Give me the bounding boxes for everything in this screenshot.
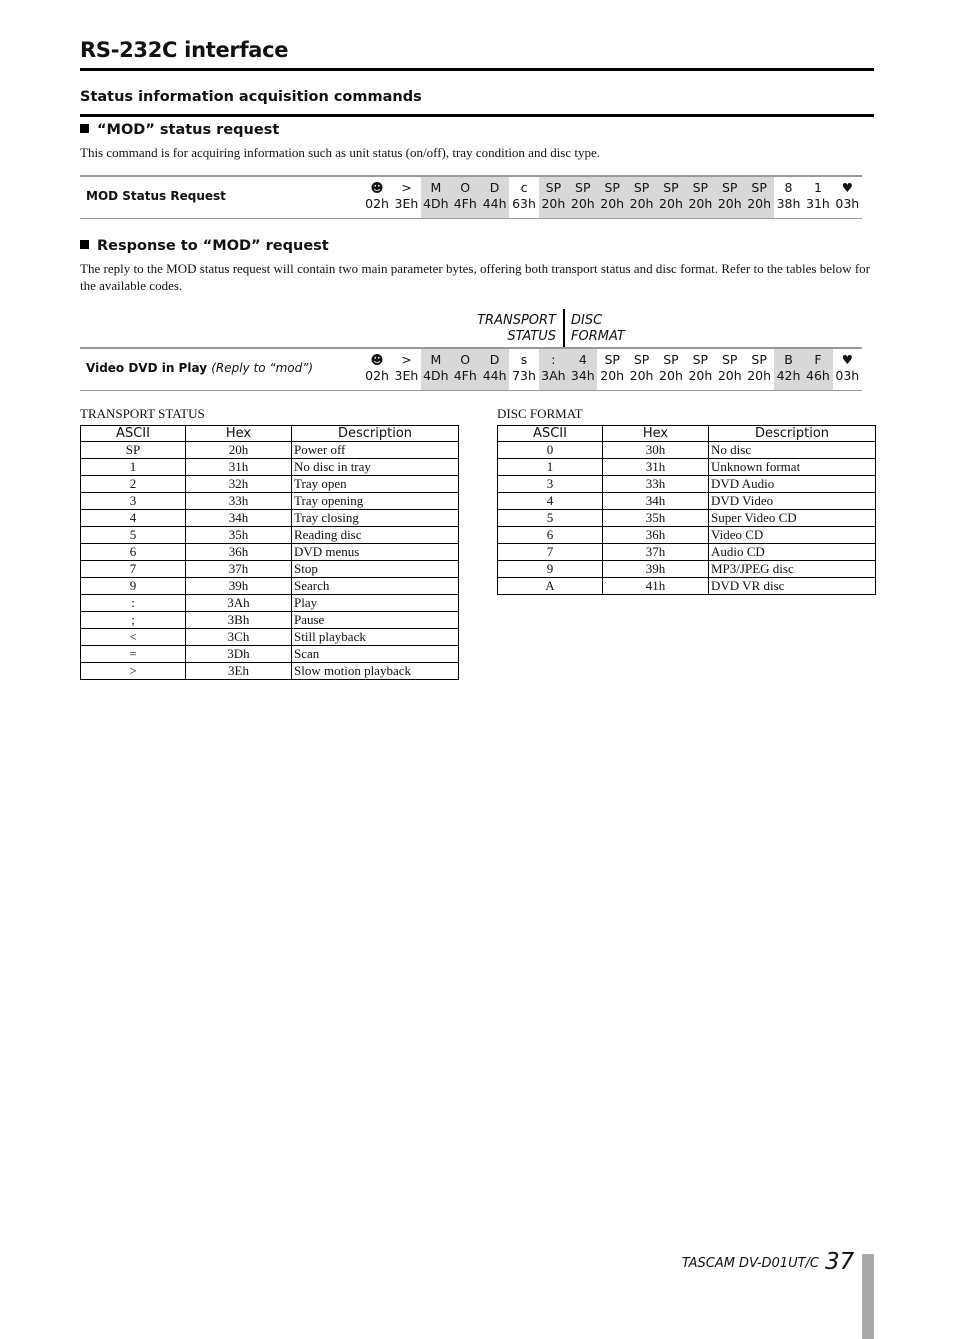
byte-cell [539,177,568,218]
byte-cell [744,177,773,218]
byte-cell [509,177,538,218]
mod-response-row-label: Video DVD in Play (Reply to “mod”) [86,361,314,375]
byte-hex: 20h [629,196,654,211]
byte-cell [803,349,832,390]
byte-cell [362,349,391,390]
byte-char: SP [575,180,591,195]
byte-cell [480,177,509,218]
table-row [498,442,876,459]
byte-char: > [401,352,412,367]
cell-description: Reading disc [292,527,459,544]
byte-hex: 20h [659,368,683,383]
byte-hex: 20h [747,368,772,383]
mod-response-heading: Response to “MOD” request [80,238,329,254]
table-row [498,578,876,595]
mod-request-row-label: MOD Status Request [86,189,226,203]
col-description: Description [709,426,876,442]
page-edge-tab [862,1254,874,1339]
byte-hex: 4Fh [453,196,477,211]
cell-ascii: 5 [81,527,186,544]
byte-char: ♥ [841,180,853,195]
byte-hex: 20h [541,196,566,211]
byte-char: > [401,180,412,195]
cell-hex: 33h [603,476,709,493]
byte-hex: 44h [482,368,507,383]
cell-hex: 30h [603,442,709,459]
cell-hex: 36h [603,527,709,544]
byte-char: : [551,352,556,367]
cell-hex: 3Bh [186,612,292,629]
cell-ascii: 5 [498,510,603,527]
table-row [498,493,876,510]
byte-hex: 03h [835,196,860,211]
byte-char: 1 [813,180,822,195]
table-row [81,544,459,561]
byte-cell [451,177,480,218]
table-row [81,578,459,595]
table-row [498,476,876,493]
cell-description: Still playback [292,629,459,646]
byte-char: SP [722,180,738,195]
byte-hex: 20h [717,196,742,211]
byte-cell [509,349,538,390]
byte-hex: 63h [512,196,536,211]
cell-ascii: 9 [81,578,186,595]
cell-description: Unknown format [709,459,876,476]
byte-cell [715,349,744,390]
cell-hex: 3Dh [186,646,292,663]
byte-cell [656,177,685,218]
byte-char: SP [545,180,562,195]
byte-cell [803,177,832,218]
byte-hex: 34h [570,368,595,383]
byte-hex: 42h [776,368,801,383]
table-row [81,476,459,493]
byte-cell [744,349,773,390]
cell-hex: 3Ah [186,595,292,612]
table-row [81,561,459,578]
cell-ascii: A [498,578,603,595]
cell-hex: 35h [603,510,709,527]
table-row [498,544,876,561]
table-row [81,595,459,612]
table-row [81,442,459,459]
table-row [498,459,876,476]
cell-hex: 34h [603,493,709,510]
section-title: Status information acquisition commands [80,89,422,105]
title-rule [80,68,874,71]
cell-ascii: 9 [498,561,603,578]
byte-char: O [460,180,471,195]
disc-format-label: DISC FORMAT [571,313,625,344]
table-row [498,510,876,527]
byte-hex: 20h [659,196,683,211]
table-row [498,527,876,544]
mod-request-heading: “MOD” status request [80,122,279,138]
byte-cell [451,349,480,390]
square-bullet-icon [80,124,89,133]
col-hex: Hex [186,426,292,442]
byte-char: SP [692,352,709,367]
table-header-row [498,426,876,442]
cell-description: Play [292,595,459,612]
byte-cell [686,177,715,218]
byte-cell [568,349,597,390]
cell-description: Stop [292,561,459,578]
byte-hex: 20h [688,196,713,211]
mod-response-cells [362,349,862,390]
cell-ascii: 6 [498,527,603,544]
byte-hex: 02h [365,196,389,211]
byte-cell [774,177,803,218]
page-number: 37 [825,1249,855,1275]
byte-char: SP [633,180,650,195]
byte-char: 4 [578,352,587,367]
cell-description: Tray open [292,476,459,493]
cell-ascii: 4 [81,510,186,527]
byte-hex: 20h [600,196,625,211]
byte-hex: 20h [747,196,772,211]
byte-cell [627,177,656,218]
cell-hex: 3Ch [186,629,292,646]
byte-cell [480,349,509,390]
cell-description: MP3/JPEG disc [709,561,876,578]
cell-ascii: > [81,663,186,680]
cell-ascii: 1 [81,459,186,476]
byte-hex: 44h [482,196,507,211]
table-row [81,646,459,663]
table-row [81,493,459,510]
table-row [81,612,459,629]
byte-char: M [430,352,442,367]
cell-hex: 36h [186,544,292,561]
transport-status-caption: TRANSPORT STATUS [80,406,205,421]
byte-cell [421,177,450,218]
cell-hex: 41h [603,578,709,595]
cell-ascii: 7 [81,561,186,578]
disc-format-table [497,425,876,595]
byte-hex: 20h [717,368,742,383]
disc-format-caption: DISC FORMAT [497,406,583,421]
table-row [498,561,876,578]
table-row [81,527,459,544]
byte-char: ☻ [370,352,384,367]
byte-cell [392,177,421,218]
table-row [81,663,459,680]
byte-char: ♥ [841,352,853,367]
cell-hex: 39h [186,578,292,595]
cell-hex: 34h [186,510,292,527]
cell-ascii: SP [81,442,186,459]
cell-description: Tray closing [292,510,459,527]
table-row [81,510,459,527]
byte-hex: 20h [570,196,595,211]
cell-description: No disc [709,442,876,459]
transport-status-table [80,425,459,680]
cell-hex: 31h [603,459,709,476]
byte-char: SP [692,180,709,195]
byte-char: SP [604,180,620,195]
cell-ascii: 1 [498,459,603,476]
cell-ascii: 6 [81,544,186,561]
cell-ascii: = [81,646,186,663]
cell-ascii: 3 [498,476,603,493]
cell-hex: 3Eh [186,663,292,680]
mod-request-cells [362,177,862,218]
mod-response-row [80,347,862,391]
col-ascii: ASCII [81,426,186,442]
cell-description: DVD VR disc [709,578,876,595]
byte-hex: 4Fh [453,368,477,383]
byte-cell [597,177,626,218]
cell-description: Video CD [709,527,876,544]
mod-request-row [80,175,862,219]
col-ascii: ASCII [498,426,603,442]
cell-description: Search [292,578,459,595]
cell-ascii: 7 [498,544,603,561]
byte-cell [597,349,626,390]
cell-description: Tray opening [292,493,459,510]
cell-hex: 33h [186,493,292,510]
byte-cell [656,349,685,390]
byte-char: O [460,352,471,367]
byte-hex: 20h [688,368,713,383]
mod-response-description: The reply to the MOD status request will contain two main parameter bytes, offering both transport status and disc format. Refer to the tables below for the available codes. [80,261,870,293]
byte-char: SP [751,180,767,195]
byte-cell [539,349,568,390]
byte-cell [774,349,803,390]
cell-description: Pause [292,612,459,629]
byte-char: c [520,180,528,195]
cell-description: DVD Audio [709,476,876,493]
cell-hex: 35h [186,527,292,544]
byte-hex: 73h [512,368,536,383]
byte-hex: 31h [806,196,830,211]
byte-cell [833,349,862,390]
byte-cell [392,349,421,390]
cell-ascii: 4 [498,493,603,510]
byte-hex: 3Ah [541,368,566,383]
byte-cell [421,349,450,390]
cell-description: Super Video CD [709,510,876,527]
byte-char: SP [604,352,620,367]
byte-cell [568,177,597,218]
byte-cell [686,349,715,390]
byte-char: SP [663,352,679,367]
byte-char: B [784,352,793,367]
cell-description: DVD menus [292,544,459,561]
transport-status-label: TRANSPORT STATUS [477,313,556,344]
section-rule [80,114,874,117]
mod-request-description: This command is for acquiring information such as unit status (on/off), tray condition and disc type. [80,145,601,160]
byte-hex: 03h [835,368,860,383]
byte-hex: 46h [806,368,830,383]
cell-hex: 31h [186,459,292,476]
byte-cell [715,177,744,218]
byte-char: D [489,352,500,367]
byte-cell [833,177,862,218]
col-hex: Hex [603,426,709,442]
table-header-row [81,426,459,442]
cell-description: Slow motion playback [292,663,459,680]
byte-char: ☻ [370,180,384,195]
byte-char: M [430,180,442,195]
byte-cell [627,349,656,390]
byte-cell [362,177,391,218]
byte-hex: 3Eh [394,196,419,211]
cell-ascii: < [81,629,186,646]
byte-hex: 20h [629,368,654,383]
cell-hex: 37h [603,544,709,561]
byte-char: SP [722,352,738,367]
col-description: Description [292,426,459,442]
footer-brand: TASCAM DV-D01UT/C [681,1256,819,1271]
cell-description: Power off [292,442,459,459]
table-row [81,459,459,476]
byte-char: SP [663,180,679,195]
byte-hex: 02h [365,368,389,383]
cell-description: Scan [292,646,459,663]
cell-ascii: ; [81,612,186,629]
page-title: RS-232C interface [80,38,289,62]
byte-char: SP [633,352,650,367]
cell-hex: 37h [186,561,292,578]
byte-char: D [489,180,500,195]
byte-char: SP [751,352,767,367]
cell-ascii: : [81,595,186,612]
cell-hex: 39h [603,561,709,578]
cell-description: DVD Video [709,493,876,510]
cell-hex: 32h [186,476,292,493]
cell-description: No disc in tray [292,459,459,476]
byte-hex: 3Eh [394,368,419,383]
byte-hex: 20h [600,368,625,383]
byte-hex: 4Dh [423,196,449,211]
byte-hex: 4Dh [423,368,449,383]
cell-hex: 20h [186,442,292,459]
cell-ascii: 2 [81,476,186,493]
byte-char: F [814,352,822,367]
table-row [81,629,459,646]
cell-ascii: 3 [81,493,186,510]
square-bullet-icon [80,240,89,249]
byte-char: 8 [784,180,793,195]
byte-hex: 38h [776,196,801,211]
cell-description: Audio CD [709,544,876,561]
cell-ascii: 0 [498,442,603,459]
byte-char: s [520,352,528,367]
